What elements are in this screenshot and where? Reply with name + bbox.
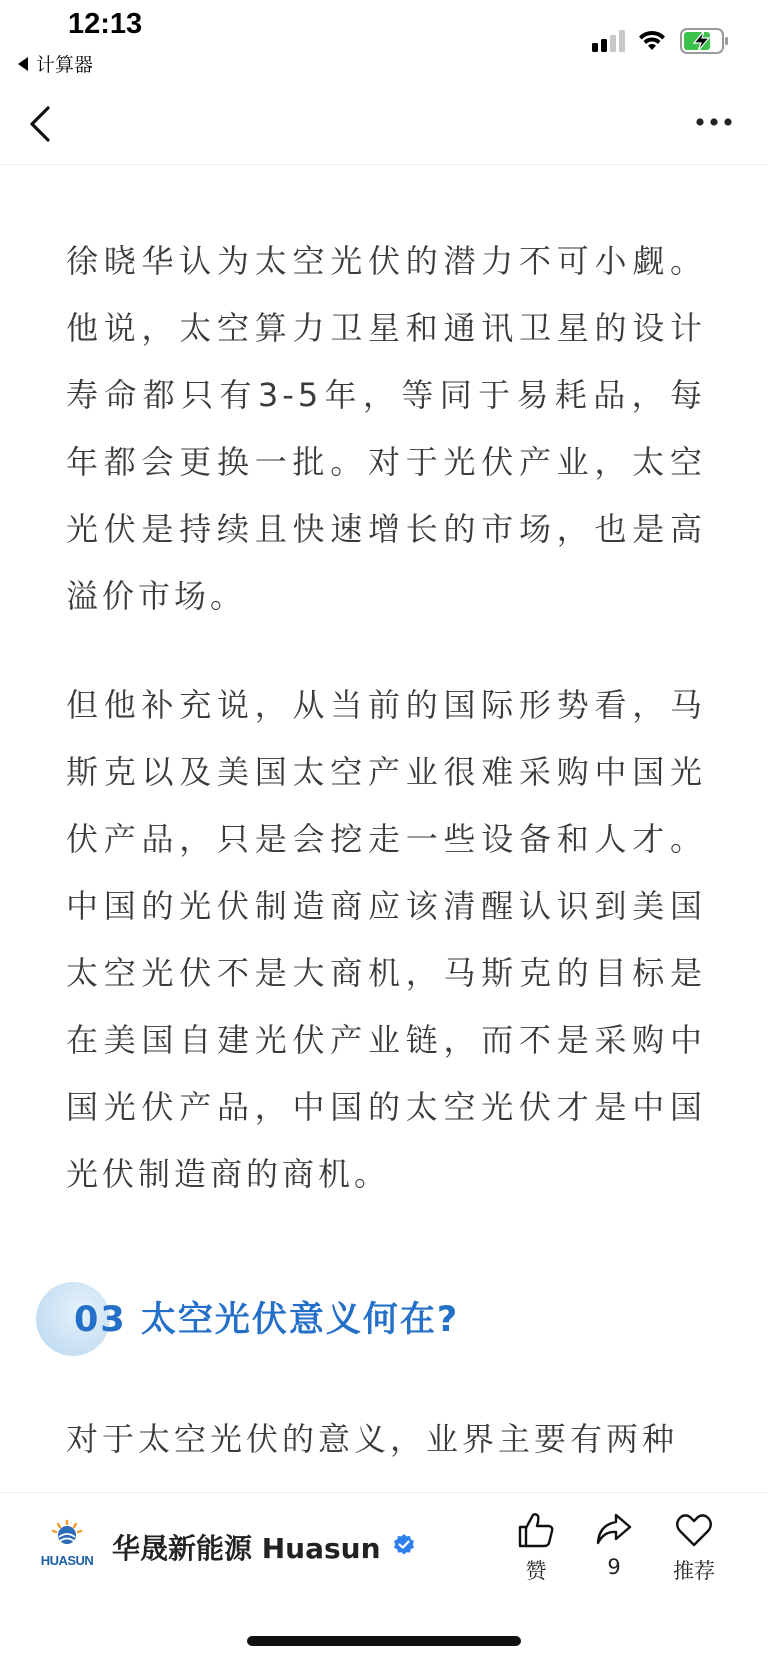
share-button[interactable] bbox=[584, 1511, 644, 1579]
home-indicator[interactable] bbox=[247, 1636, 521, 1646]
article-paragraph: 但他补充说，从当前的国际形势看，马斯克以及美国太空产业很难采购中国光伏产品，只是会挖走一些设备和人才。中国的光伏制造商应该清醒认识到美国太空光伏不是大商机，马斯克的目标是在美国自建光伏产业链，而不是采购中国光伏产品，中国的太空光伏才是中国光伏制造商的商机。 bbox=[66, 686, 706, 1193]
verified-badge-icon bbox=[392, 1533, 416, 1557]
huasun-logo-icon bbox=[38, 1519, 96, 1555]
status-bar bbox=[0, 0, 768, 84]
bottom-bar bbox=[0, 1492, 768, 1603]
heart-icon bbox=[674, 1511, 714, 1549]
wifi-icon bbox=[637, 28, 667, 52]
back-app-label: 计算器 bbox=[36, 54, 94, 76]
article-paragraph: 徐晓华认为太空光伏的潜力不可小觑。他说，太空算力卫星和通讯卫星的设计寿命都只有3-5年，等同于易耗品，每年都会更换一批。对于光伏产业，太空光伏是持续且快速增长的市场，也是高溢价市场。 bbox=[66, 242, 706, 615]
account-name[interactable]: 华晟新能源 Huasun bbox=[112, 1532, 381, 1565]
section-heading bbox=[36, 1282, 636, 1362]
recommend-label: 推荐 bbox=[673, 1559, 715, 1583]
thumbs-up-icon bbox=[516, 1511, 556, 1549]
back-to-app-button[interactable] bbox=[18, 50, 93, 77]
like-button[interactable] bbox=[506, 1511, 566, 1585]
nav-bar bbox=[0, 84, 768, 165]
more-options-icon[interactable] bbox=[694, 112, 734, 132]
like-label: 赞 bbox=[525, 1559, 547, 1583]
logo-wordmark: HUASUN bbox=[40, 1553, 94, 1568]
status-time: 12:13 bbox=[68, 8, 143, 40]
back-triangle-icon bbox=[18, 57, 28, 71]
section-title: 03 太空光伏意义何在? bbox=[74, 1300, 460, 1340]
share-count: 9 bbox=[607, 1555, 621, 1579]
share-icon bbox=[594, 1511, 634, 1549]
recommend-button[interactable] bbox=[664, 1511, 724, 1585]
cellular-signal-icon bbox=[592, 30, 626, 52]
huasun-logo[interactable] bbox=[38, 1519, 96, 1575]
back-chevron-icon[interactable] bbox=[26, 102, 56, 146]
article-paragraph: 对于太空光伏的意义，业界主要有两种 bbox=[66, 1420, 679, 1458]
battery-charging-icon bbox=[680, 28, 730, 54]
